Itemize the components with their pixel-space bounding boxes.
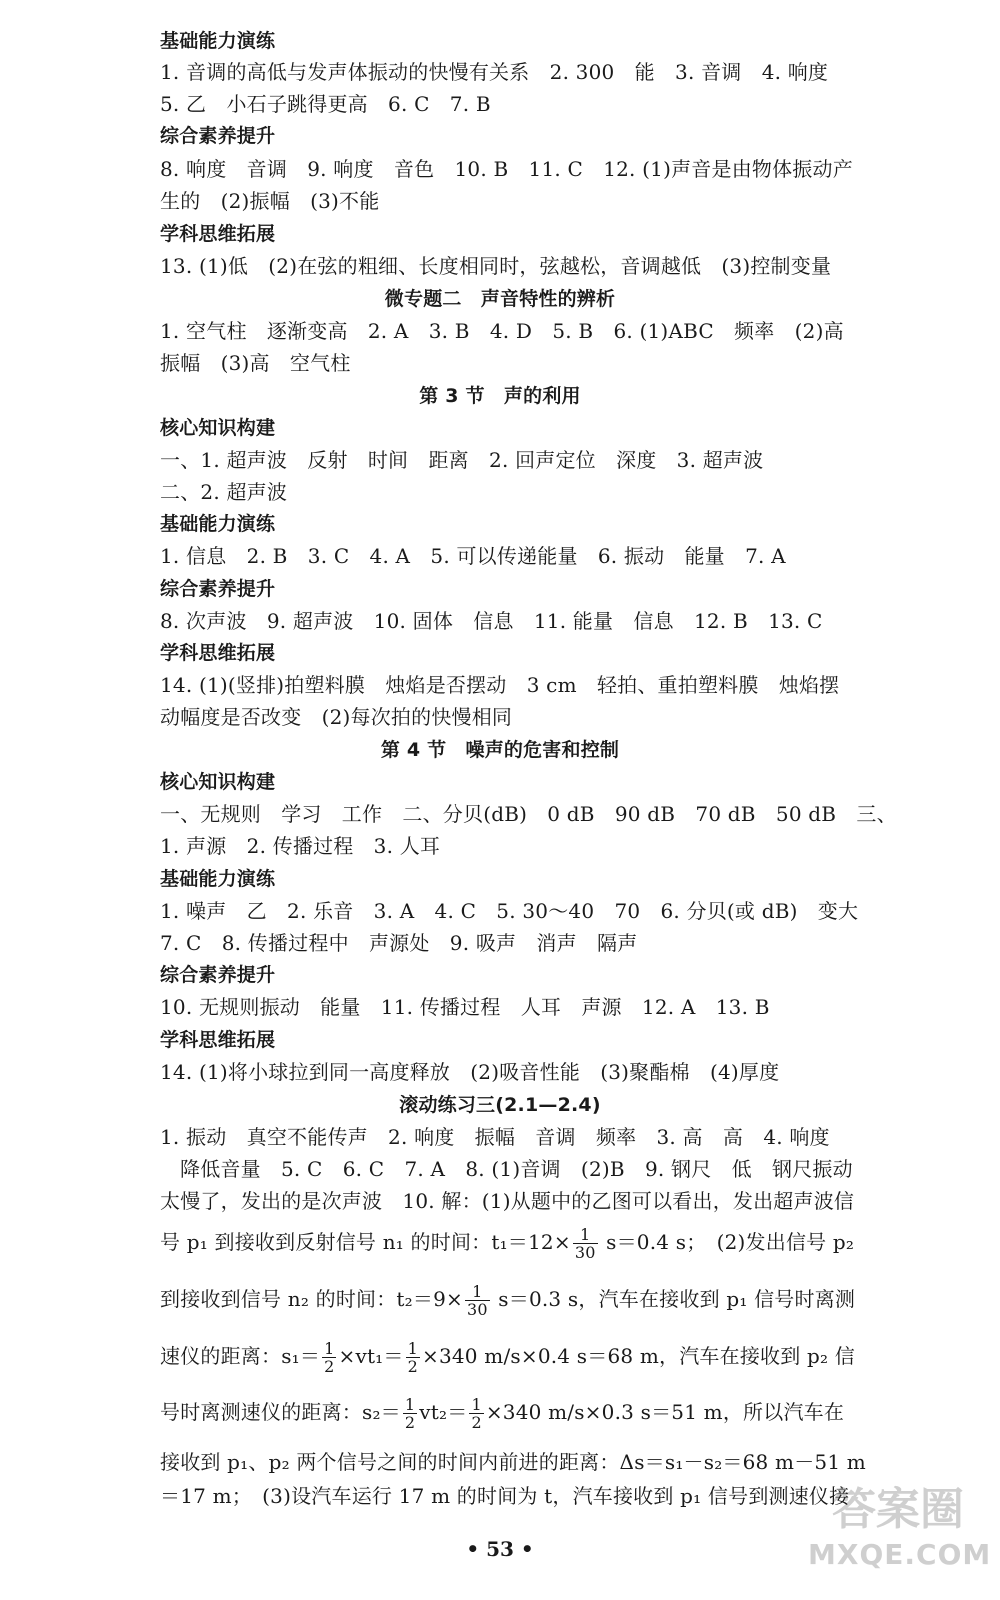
page-number: • 53 • <box>466 1537 534 1561</box>
section-heading: 学科思维拓展 <box>160 223 276 245</box>
watermark-text: 答案圈 <box>832 1484 964 1535</box>
answer-line: 生的 (2)振幅 (3)不能 <box>160 189 380 213</box>
section-heading: 学科思维拓展 <box>160 1029 276 1051</box>
answer-line: 动幅度是否改变 (2)每次拍的快慢相同 <box>160 705 513 729</box>
answer-line: 8. 响度 音调 9. 响度 音色 10. B 11. C 12. (1)声音是由物体振动产 <box>160 157 853 181</box>
review-line: 太慢了，发出的是次声波 10. 解：(1)从题中的乙图可以看出，发出超声波信 <box>160 1189 855 1213</box>
answer-line: 二、2. 超声波 <box>160 480 288 504</box>
answer-line: 5. 乙 小石子跳得更高 6. C 7. B <box>160 92 491 116</box>
section-heading: 核心知识构建 <box>160 417 276 439</box>
section-heading: 核心知识构建 <box>160 771 276 793</box>
review-line: ＝17 m； (3)设汽车运行 17 m 的时间为 t，汽车接收到 p₁ 信号到测速仪接 <box>160 1484 850 1508</box>
fraction: $\frac{1}{2}$ <box>471 1395 482 1432</box>
review-line-fraction: 到接收到信号 n₂ 的时间：t₂＝9× $\frac{1}{30}$ s＝0.3 s，汽车在接收到 p₁ 信号时离测 <box>160 1282 856 1319</box>
fraction: $\frac{1}{30}$ <box>574 1225 596 1262</box>
fraction: $\frac{1}{2}$ <box>404 1395 416 1432</box>
answer-line: 8. 次声波 9. 超声波 10. 固体 信息 11. 能量 信息 12. B 13. C <box>160 609 823 633</box>
fraction: $\frac{1}{2}$ <box>324 1339 335 1376</box>
answer-line: 1. 信息 2. B 3. C 4. A 5. 可以传递能量 6. 振动 能量 7. A <box>160 544 786 568</box>
fraction: $\frac{1}{30}$ <box>466 1282 488 1319</box>
answer-line: 1. 噪声 乙 2. 乐音 3. A 4. C 5. 30～40 70 6. 分贝(或 dB) 变大 <box>160 899 859 923</box>
section-title: 微专题二 声音特性的辨析 <box>384 288 616 310</box>
answer-line: 10. 无规则振动 能量 11. 传播过程 人耳 声源 12. A 13. B <box>160 995 770 1019</box>
review-line: 接收到 p₁、p₂ 两个信号之间的时间内前进的距离：Δs＝s₁－s₂＝68 m－51 m <box>160 1450 866 1474</box>
answer-line: 1. 音调的高低与发声体振动的快慢有关系 2. 300 能 3. 音调 4. 响度 <box>160 60 829 84</box>
section-title: 第 3 节 声的利用 <box>419 385 581 407</box>
section-heading: 综合素养提升 <box>160 578 276 600</box>
review-line: 降低音量 5. C 6. C 7. A 8. (1)音调 (2)B 9. 钢尺 低 钢尺振动 <box>180 1157 853 1181</box>
section-heading: 综合素养提升 <box>160 125 276 147</box>
review-line-fraction: 号时离测速仪的距离：s₂＝ $\frac{1}{2}$ vt₂＝ $\frac{1}{2}$ ×340 m/s×0.3 s＝51 m，所以汽车在 <box>160 1395 845 1432</box>
review-line: 1. 振动 真空不能传声 2. 响度 振幅 音调 频率 3. 高 高 4. 响度 <box>160 1125 830 1149</box>
section-title: 第 4 节 噪声的危害和控制 <box>380 739 620 761</box>
answer-line: 1. 声源 2. 传播过程 3. 人耳 <box>160 834 441 858</box>
fraction: $\frac{1}{2}$ <box>407 1339 418 1376</box>
answer-line: 14. (1)将小球拉到同一高度释放 (2)吸音性能 (3)聚酯棉 (4)厚度 <box>160 1060 780 1084</box>
answer-line: 7. C 8. 传播过程中 声源处 9. 吸声 消声 隔声 <box>160 931 638 955</box>
section-heading: 基础能力演练 <box>160 513 276 535</box>
section-heading: 综合素养提升 <box>160 964 276 986</box>
answer-line: 1. 空气柱 逐渐变高 2. A 3. B 4. D 5. B 6. (1)ABC 频率 (2)高 <box>160 319 844 343</box>
answer-line: 14. (1)(竖排)拍塑料膜 烛焰是否摆动 3 cm 轻拍、重拍塑料膜 烛焰摆 <box>160 673 840 697</box>
review-line-fraction: 号 p₁ 到接收到反射信号 n₁ 的时间：t₁＝12× $\frac{1}{30}$ s＝0.4 s； (2)发出信号 p₂ <box>160 1225 855 1262</box>
review-line-fraction: 速仪的距离：s₁＝ $\frac{1}{2}$ ×vt₁＝ $\frac{1}{2}$ ×340 m/s×0.4 s＝68 m，汽车在接收到 p₂ 信 <box>160 1339 855 1376</box>
answer-line: 一、无规则 学习 工作 二、分贝(dB) 0 dB 90 dB 70 dB 50 dB 三、 <box>160 802 897 826</box>
answer-line: 13. (1)低 (2)在弦的粗细、长度相同时，弦越松，音调越低 (3)控制变量 <box>160 254 832 278</box>
section-heading: 基础能力演练 <box>160 30 276 52</box>
watermark-url: MXQE.COM <box>808 1538 992 1571</box>
section-title: 滚动练习三(2.1—2.4) <box>399 1094 601 1116</box>
watermark-logo <box>808 1482 992 1592</box>
answer-line: 一、1. 超声波 反射 时间 距离 2. 回声定位 深度 3. 超声波 <box>160 448 764 472</box>
section-heading: 基础能力演练 <box>160 868 276 890</box>
section-heading: 学科思维拓展 <box>160 642 276 664</box>
answer-line: 振幅 (3)高 空气柱 <box>160 351 351 375</box>
